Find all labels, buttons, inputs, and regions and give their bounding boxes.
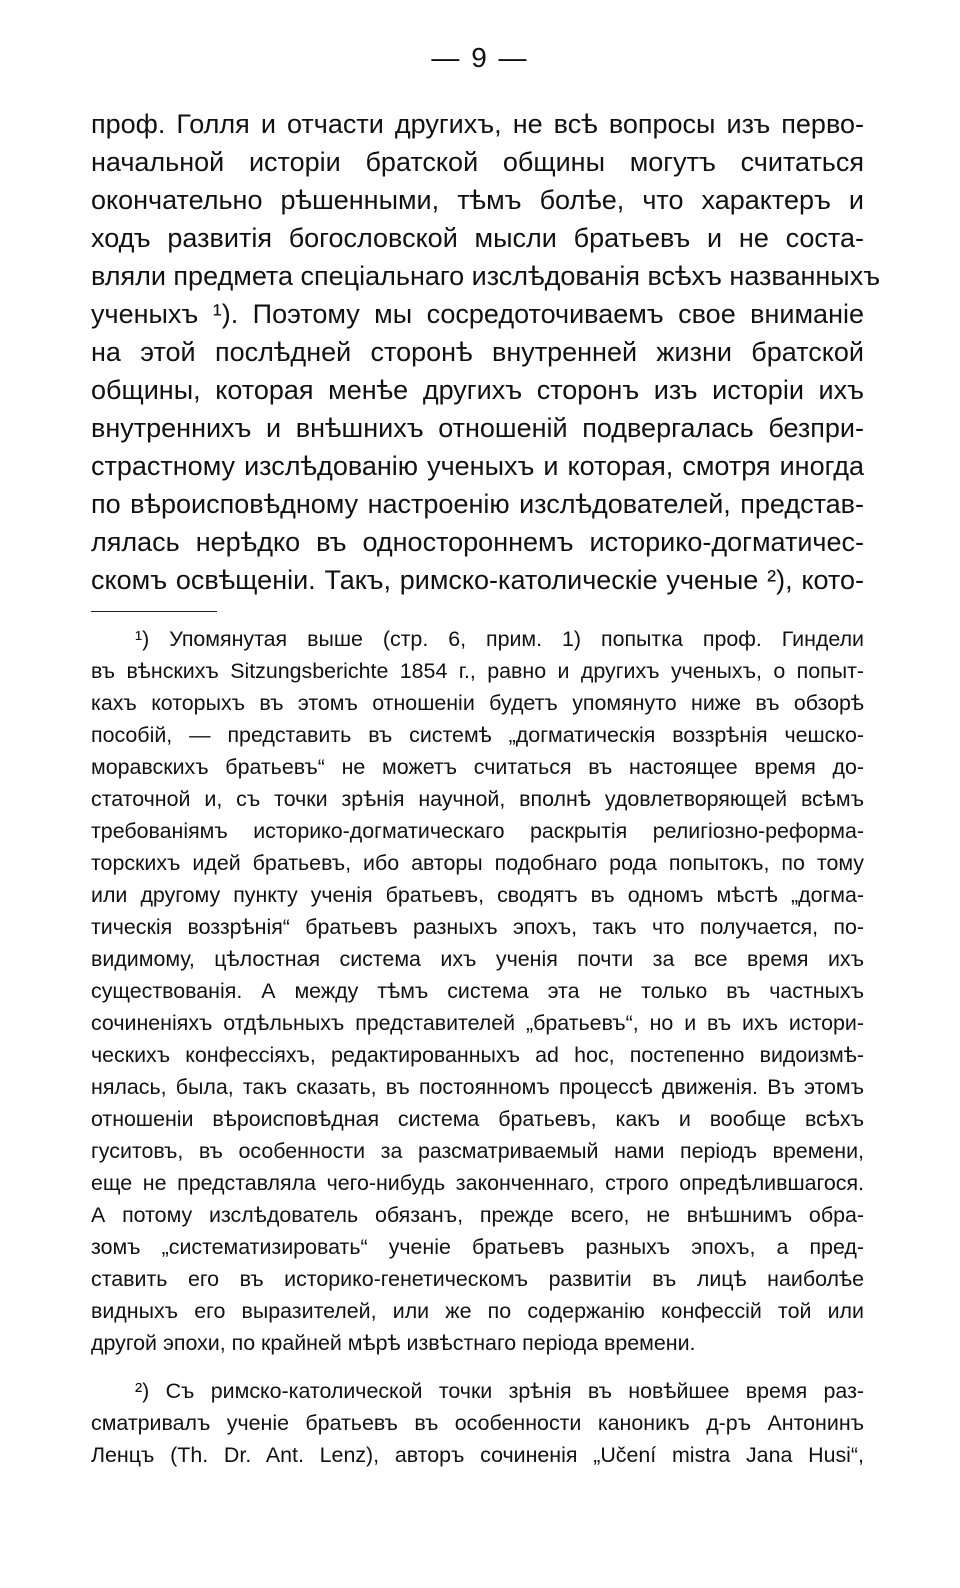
footnote-line: сматривалъ ученіе братьевъ въ особенности каноникъ д-ръ Антонинъ [91, 1411, 864, 1435]
footnote-line: ²) Съ римско-католической точки зрѣнія въ новѣйшее время раз- [135, 1379, 864, 1403]
main-line: ученыхъ ¹). Поэтому мы сосредоточиваемъ свое вниманіе [91, 299, 864, 329]
footnote-line: торскихъ идей братьевъ, ибо авторы подобнаго рода попытокъ, по тому [91, 851, 864, 875]
footnote-line: ¹) Упомянутая выше (стр. 6, прим. 1) попытка проф. Гиндели [135, 627, 864, 651]
footnote-separator [91, 611, 217, 612]
footnote-line: требованіямъ историко-догматическаго раскрытія религіозно-реформа- [91, 819, 864, 843]
footnote-line: существованія. А между тѣмъ система эта не только въ частныхъ [91, 979, 864, 1003]
main-line: начальной исторіи братской общины могутъ считаться [91, 147, 864, 177]
footnote-line: или другому пункту ученія братьевъ, сводятъ въ одномъ мѣстѣ „догма- [91, 883, 864, 907]
footnote-line: кахъ которыхъ въ этомъ отношеніи будетъ упомянуто ниже въ обзорѣ [91, 691, 864, 715]
main-line: проф. Голля и отчасти другихъ, не всѣ вопросы изъ перво- [91, 109, 864, 139]
footnote-line: тическія воззрѣнія“ братьевъ разныхъ эпохъ, такъ что получается, по- [91, 915, 864, 939]
footnote-line: ставить его въ историко-генетическомъ развитіи въ лицѣ наиболѣе [91, 1267, 864, 1291]
main-line: вляли предмета спеціальнаго изслѣдованія всѣхъ названныхъ [91, 261, 881, 291]
footnote-line: еще не представляла чего-нибудь законченнаго, строго опредѣлившагося. [91, 1171, 864, 1195]
footnote-line: Ленцъ (Th. Dr. Ant. Lenz), авторъ сочиненія „Učení mistra Jana Husi“, [91, 1443, 864, 1467]
footnote-line: видимому, цѣлостная система ихъ ученія почти за все время ихъ [91, 947, 864, 971]
footnote-line: статочной и, съ точки зрѣнія научной, вполнѣ удовлетворяющей всѣмъ [91, 787, 864, 811]
main-line: страстному изслѣдованію ученыхъ и которая, смотря иногда [91, 451, 864, 481]
footnote-line: нялась, была, такъ сказать, въ постоянномъ процессѣ движенія. Въ этомъ [91, 1075, 864, 1099]
main-line: на этой послѣдней сторонѣ внутренней жизни братской [91, 337, 864, 367]
footnote-line: моравскихъ братьевъ“ не можетъ считаться въ настоящее время до- [91, 755, 864, 779]
footnote-line: А потому изслѣдователь обязанъ, прежде всего, не внѣшнимъ обра- [91, 1203, 864, 1227]
footnote-line: зомъ „систематизировать“ ученіе братьевъ разныхъ эпохъ, а пред- [91, 1235, 864, 1259]
main-line: внутреннихъ и внѣшнихъ отношеній подвергалась безпри- [91, 413, 864, 443]
main-line: общины, которая менѣе другихъ сторонъ изъ исторіи ихъ [91, 375, 864, 405]
footnote-line: сочиненіяхъ отдѣльныхъ представителей „братьевъ“, но и въ ихъ истори- [91, 1011, 864, 1035]
main-line: скомъ освѣщеніи. Такъ, римско-католическіе ученые ²), кото- [91, 565, 864, 595]
footnote-line: видныхъ его выразителей, или же по содержанію конфессій той или [91, 1299, 864, 1323]
main-line: окончательно рѣшенными, тѣмъ болѣе, что характеръ и [91, 185, 864, 215]
footnote-line: гуситовъ, въ особенности за разсматриваемый нами періодъ времени, [91, 1139, 864, 1163]
footnote-line: другой эпохи, по крайней мѣрѣ извѣстнаго періода времени. [91, 1331, 696, 1355]
footnote-line: ческихъ конфессіяхъ, редактированныхъ ad hoc, постепенно видоизмѣ- [91, 1043, 864, 1067]
footnote-line: отношеніи вѣроисповѣдная система братьевъ, какъ и вообще всѣхъ [91, 1107, 864, 1131]
main-line: по вѣроисповѣдному настроенію изслѣдователей, представ- [91, 489, 864, 519]
footnote-line: въ вѣнскихъ Sitzungsberichte 1854 г., равно и другихъ ученыхъ, о попыт- [91, 659, 864, 683]
page-number: — 9 — [431, 42, 529, 73]
main-line: лялась нерѣдко въ одностороннемъ историко-догматичес- [91, 527, 864, 557]
footnote-line: пособій, — представить въ системѣ „догматическія воззрѣнія чешско- [91, 723, 864, 747]
main-line: ходъ развитія богословской мысли братьевъ и не соста- [91, 223, 864, 253]
